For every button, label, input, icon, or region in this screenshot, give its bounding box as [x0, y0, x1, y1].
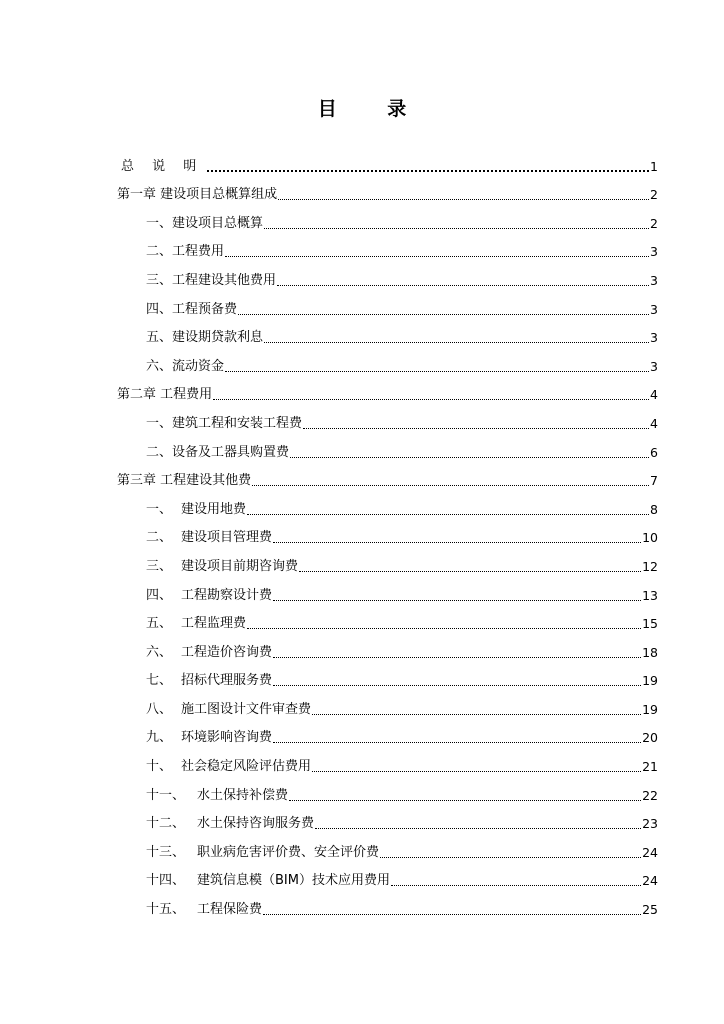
leader-dots — [277, 284, 649, 286]
toc-entry-number: 六、 — [146, 644, 173, 660]
toc-entry-number: 八、 — [146, 701, 173, 717]
toc-entry-number: 四、 — [146, 301, 173, 317]
toc-page-number: 2 — [650, 187, 658, 203]
toc-page-number: 19 — [642, 673, 658, 689]
toc-entry-label: 总 说 明 — [121, 158, 204, 174]
toc-entry-section[interactable] — [117, 689, 658, 718]
toc-entry-number: 三、 — [146, 558, 173, 574]
toc-page-number: 10 — [642, 530, 658, 546]
toc-entry-section[interactable] — [117, 804, 658, 833]
toc-entry-label: 建设项目前期咨询费 — [181, 558, 299, 574]
table-of-contents — [117, 146, 658, 918]
toc-page-number: 13 — [642, 587, 658, 603]
toc-entry-label: 水土保持咨询服务费 — [197, 816, 315, 832]
leader-dots — [380, 856, 641, 858]
toc-entry-number: 二、 — [146, 444, 173, 460]
toc-entry-label: 工程保险费 — [197, 902, 263, 918]
toc-entry-section[interactable] — [117, 718, 658, 747]
toc-page-number: 3 — [650, 358, 658, 374]
toc-entry-section[interactable] — [117, 260, 658, 289]
toc-entry-number: 十五、 — [146, 902, 186, 918]
toc-entry-section[interactable] — [117, 546, 658, 575]
toc-entry-number: 七、 — [146, 673, 173, 689]
toc-page-number: 2 — [650, 215, 658, 231]
toc-entry-label: 工程监理费 — [181, 616, 247, 632]
toc-entry-section[interactable] — [117, 232, 658, 261]
toc-entry-chapter[interactable] — [117, 175, 658, 204]
toc-page-number: 23 — [642, 816, 658, 832]
toc-entry-label: 职业病危害评价费、安全评价费 — [197, 844, 380, 860]
leader-dots — [299, 570, 641, 572]
toc-page-number: 12 — [642, 558, 658, 574]
toc-entry-label: 建筑工程和安装工程费 — [172, 415, 303, 431]
toc-page-number: 4 — [650, 387, 658, 403]
toc-entry-section[interactable] — [117, 632, 658, 661]
leader-dots — [273, 684, 641, 686]
toc-entry-section[interactable] — [117, 203, 658, 232]
leader-dots — [391, 884, 641, 886]
leader-dots — [225, 255, 649, 257]
toc-entry-label: 施工图设计文件审查费 — [181, 701, 312, 717]
leader-dots — [252, 484, 649, 486]
toc-entry-label: 社会稳定风险评估费用 — [181, 759, 312, 775]
toc-entry-number: 二、 — [146, 530, 173, 546]
toc-entry-section[interactable] — [117, 518, 658, 547]
leader-dots — [264, 227, 649, 229]
leader-dots — [207, 169, 649, 172]
toc-entry-label: 工程建设其他费用 — [172, 272, 277, 288]
toc-page-number: 3 — [650, 272, 658, 288]
toc-entry-number: 十三、 — [146, 844, 186, 860]
toc-entry-number: 十、 — [146, 759, 173, 775]
toc-entry-section[interactable] — [117, 775, 658, 804]
toc-page-number: 24 — [642, 873, 658, 889]
toc-entry-label: 流动资金 — [172, 358, 225, 374]
leader-dots — [247, 627, 641, 629]
leader-dots — [315, 827, 641, 829]
toc-entry-intro[interactable] — [117, 146, 658, 175]
toc-page-number: 6 — [650, 444, 658, 460]
toc-page-number: 20 — [642, 730, 658, 746]
toc-entry-label: 建设项目总概算组成 — [160, 187, 278, 203]
leader-dots — [289, 799, 641, 801]
toc-page-number: 21 — [642, 759, 658, 775]
toc-entry-section[interactable] — [117, 403, 658, 432]
toc-entry-chapter[interactable] — [117, 461, 658, 490]
document-title: 目 录 — [317, 98, 429, 120]
leader-dots — [312, 713, 641, 715]
toc-page-number: 18 — [642, 644, 658, 660]
leader-dots — [264, 341, 649, 343]
toc-page-number: 22 — [642, 787, 658, 803]
toc-entry-section[interactable] — [117, 346, 658, 375]
leader-dots — [278, 198, 649, 200]
toc-entry-section[interactable] — [117, 889, 658, 918]
toc-entry-number: 九、 — [146, 730, 173, 746]
toc-entry-number: 十二、 — [146, 816, 186, 832]
toc-entry-number: 四、 — [146, 587, 173, 603]
toc-entry-label: 水土保持补偿费 — [197, 787, 289, 803]
toc-entry-label: 工程造价咨询费 — [181, 644, 273, 660]
toc-entry-number: 第二章 — [117, 387, 157, 403]
toc-entry-label: 建设期贷款利息 — [172, 330, 264, 346]
toc-entry-section[interactable] — [117, 604, 658, 633]
toc-page-number: 1 — [650, 158, 658, 174]
toc-entry-number: 三、 — [146, 272, 173, 288]
toc-entry-section[interactable] — [117, 432, 658, 461]
toc-entry-number: 五、 — [146, 330, 173, 346]
leader-dots — [273, 541, 641, 543]
toc-entry-section[interactable] — [117, 832, 658, 861]
toc-entry-number: 五、 — [146, 616, 173, 632]
toc-page-number: 19 — [642, 701, 658, 717]
toc-page-number: 3 — [650, 330, 658, 346]
toc-entry-number: 第一章 — [117, 187, 157, 203]
toc-entry-section[interactable] — [117, 318, 658, 347]
toc-entry-section[interactable] — [117, 861, 658, 890]
toc-entry-chapter[interactable] — [117, 375, 658, 404]
toc-page-number: 4 — [650, 415, 658, 431]
toc-entry-number: 十四、 — [146, 873, 186, 889]
toc-entry-label: 建设项目管理费 — [181, 530, 273, 546]
toc-page-number: 7 — [650, 473, 658, 489]
toc-entry-section[interactable] — [117, 289, 658, 318]
toc-entry-number: 六、 — [146, 358, 173, 374]
toc-entry-section[interactable] — [117, 746, 658, 775]
leader-dots — [263, 913, 641, 915]
leader-dots — [247, 513, 649, 515]
leader-dots — [303, 427, 649, 429]
leader-dots — [238, 313, 649, 315]
toc-entry-section[interactable] — [117, 489, 658, 518]
toc-entry-label: 工程建设其他费 — [160, 473, 252, 489]
leader-dots — [225, 370, 649, 372]
toc-entry-number: 十一、 — [146, 787, 186, 803]
toc-entry-label: 建设用地费 — [181, 501, 247, 517]
toc-entry-label: 建设项目总概算 — [172, 215, 264, 231]
toc-entry-section[interactable] — [117, 575, 658, 604]
toc-entry-label: 环境影响咨询费 — [181, 730, 273, 746]
leader-dots — [213, 398, 649, 400]
toc-entry-label: 设备及工器具购置费 — [172, 444, 290, 460]
toc-page-number: 15 — [642, 616, 658, 632]
toc-page-number: 3 — [650, 244, 658, 260]
toc-page-number: 8 — [650, 501, 658, 517]
leader-dots — [312, 770, 641, 772]
toc-page-number: 24 — [642, 844, 658, 860]
toc-entry-number: 第三章 — [117, 473, 157, 489]
toc-entry-label: 工程勘察设计费 — [181, 587, 273, 603]
toc-entry-number: 一、 — [146, 215, 173, 231]
toc-entry-section[interactable] — [117, 661, 658, 690]
toc-entry-number: 一、 — [146, 415, 173, 431]
toc-entry-label: 建筑信息模（BIM）技术应用费用 — [197, 873, 390, 889]
leader-dots — [273, 741, 641, 743]
toc-entry-label: 工程费用 — [172, 244, 225, 260]
toc-entry-label: 工程预备费 — [172, 301, 238, 317]
toc-entry-label: 招标代理服务费 — [181, 673, 273, 689]
leader-dots — [290, 456, 649, 458]
toc-page-number: 25 — [642, 902, 658, 918]
leader-dots — [273, 656, 641, 658]
toc-entry-number: 二、 — [146, 244, 173, 260]
leader-dots — [273, 599, 641, 601]
toc-entry-label: 工程费用 — [160, 387, 213, 403]
toc-entry-number: 一、 — [146, 501, 173, 517]
toc-page-number: 3 — [650, 301, 658, 317]
